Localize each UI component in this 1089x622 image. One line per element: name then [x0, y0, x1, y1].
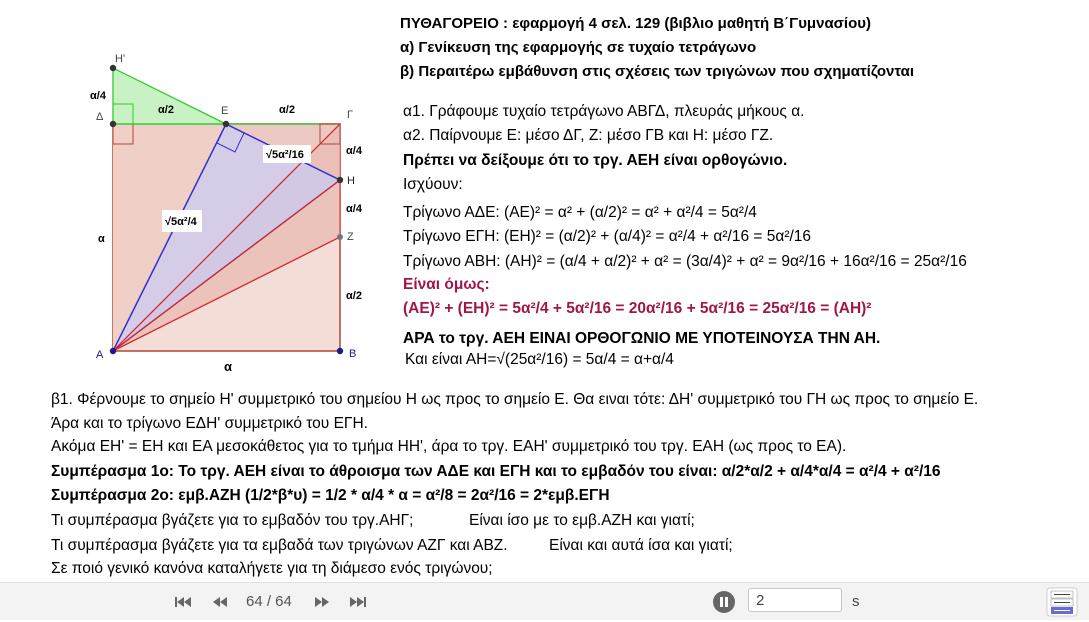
step-a1: α1. Γράφουμε τυχαίο τετράγωνο ΑΒΓΔ, πλευράς μήκους α. — [403, 103, 805, 120]
header-line-a: α) Γενίκευση της εφαρμογής σε τυχαίο τετράγωνο — [400, 39, 757, 56]
question-2-answer: Είναι και αυτά ίσα και γιατί; — [549, 537, 733, 554]
step-triangle-egh: Τρίγωνο ΕΓΗ: (ΕΗ)² = (α/2)² + (α/4)² = α²/4 + α²/16 = 5α²/16 — [403, 228, 812, 245]
measure-sqrt-eh: √5α²/16 — [266, 149, 304, 161]
step-sum: (ΑΕ)² + (ΕΗ)² = 5α²/4 + 5α²/16 = 20α²/16 + 5α²/16 = 25α²/16 = (ΑΗ)² — [403, 300, 872, 317]
animation-speed-input[interactable] — [748, 588, 842, 612]
playback-toolbar — [0, 582, 1089, 620]
label-e: Ε — [221, 105, 229, 117]
measure-a-half-right: α/2 — [279, 104, 295, 116]
point-a[interactable] — [110, 348, 116, 354]
measure-a-left: α — [98, 233, 105, 245]
label-h: Η — [347, 175, 355, 187]
step-triangle-abh: Τρίγωνο ΑΒΗ: (ΑΗ)² = (α/4 + α/2)² + α² = (3α/4)² + α² = 9α²/16 + 16α²/16 = 25α²/16 — [403, 253, 967, 270]
label-a: Α — [96, 349, 104, 361]
point-d[interactable] — [110, 121, 116, 127]
label-h-prime: Η' — [115, 53, 126, 65]
pause-icon — [712, 590, 736, 614]
previous-step-button[interactable] — [209, 592, 231, 612]
pause-button[interactable] — [712, 590, 736, 614]
fast-forward-icon — [313, 595, 331, 609]
next-step-button[interactable] — [311, 592, 333, 612]
header-line-b: β) Περαιτέρω εμβάθυνση στις σχέσεις των τριγώνων που σχηματίζονται — [400, 63, 915, 80]
rewind-icon — [211, 595, 229, 609]
last-step-button[interactable] — [347, 592, 369, 612]
measure-a-half-left: α/2 — [158, 104, 174, 116]
label-z: Ζ — [347, 231, 354, 243]
point-z[interactable] — [337, 234, 343, 240]
question-1-answer: Είναι ίσο με το εμβ.ΑΖΗ και γιατί; — [469, 512, 695, 529]
skip-last-icon — [349, 595, 367, 609]
measure-a-quarter-top: α/4 — [90, 90, 106, 102]
speed-unit: s — [852, 593, 860, 610]
point-b[interactable] — [337, 348, 343, 354]
step-hold: Ισχύουν: — [403, 176, 463, 193]
measure-a-half-right-bottom: α/2 — [346, 290, 362, 302]
step-ah: Και είναι ΑΗ=√(25α²/16) = 5α/4 = α+α/4 — [405, 351, 674, 368]
step-prove: Πρέπει να δείξουμε ότι το τργ. ΑΕΗ είναι ορθογώνιο. — [403, 152, 788, 169]
measure-a-quarter-right1: α/4 — [346, 145, 362, 157]
part-b1b: Άρα και το τρίγωνο ΕΔΗ' συμμετρικό του ΕΓΗ. — [51, 415, 368, 432]
first-step-button[interactable] — [172, 592, 194, 612]
step-triangle-ade: Τρίγωνο ΑΔΕ: (ΑΕ)² = α² + (α/2)² = α² + α²/4 = 5α²/4 — [403, 204, 757, 221]
point-h-prime[interactable] — [110, 65, 116, 71]
label-g: Γ — [347, 109, 354, 121]
step-a2: α2. Παίρνουμε Ε: μέσο ΔΓ, Ζ: μέσο ΓΒ και Η: μέσο ΓΖ. — [403, 127, 774, 144]
part-b1c: Ακόμα ΕΗ' = ΕΗ και ΕΑ μεσοκάθετος για το τμήμα ΗΗ', άρα το τργ. ΕΑΗ' συμμετρικό του τργ. ΕΑΗ (ως προς το ΕΑ). — [51, 438, 847, 455]
measure-sqrt-ae: √5α²/4 — [165, 216, 197, 228]
step-counter: 64 / 64 — [246, 593, 292, 610]
header-title: ΠΥΘΑΓΟΡΕΙΟ : εφαρμογή 4 σελ. 129 (βιβλιο μαθητή Β΄Γυμνασίου) — [400, 15, 871, 32]
question-3: Σε ποιό γενικό κανόνα καταλήγετε για τη διάμεσο ενός τριγώνου; — [51, 560, 493, 577]
point-h[interactable] — [337, 177, 343, 183]
part-b1: β1. Φέρνουμε το σημείο Η' συμμετρικό του σημείου Η ως προς το σημείο Ε. Θα ειναι τότε: ΔΗ' συμμετρικό του ΓΗ ως προς το σημείο Ε. — [51, 391, 979, 408]
step-therefore: ΑΡΑ το τργ. ΑΕΗ ΕΙΝΑΙ ΟΡΘΟΓΩΝΙΟ ΜΕ ΥΠΟΤΕΙΝΟΥΣΑ ΤΗΝ ΑΗ. — [403, 330, 881, 347]
conclusion-2: Συμπέρασμα 2ο: εμβ.ΑΖΗ (1/2*β*υ) = 1/2 * α/4 * α = α²/8 = 2α²/16 = 2*εμβ.ΕΓΗ — [51, 487, 610, 504]
measure-a-quarter-right2: α/4 — [346, 203, 362, 215]
algebra-icon — [1046, 587, 1078, 617]
question-2: Τι συμπέρασμα βγάζετε για τα εμβαδά των τριγώνων ΑΖΓ και ΑΒΖ. — [51, 537, 508, 554]
point-e[interactable] — [223, 121, 229, 127]
geometry-figure[interactable] — [0, 0, 400, 380]
question-1: Τι συμπέρασμα βγάζετε για το εμβαδόν του τργ.ΑΗΓ; — [51, 512, 414, 529]
skip-first-icon — [174, 595, 192, 609]
step-but: Είναι όμως: — [403, 276, 490, 293]
label-b: Β — [349, 348, 357, 360]
label-d: Δ — [96, 111, 104, 123]
algebra-view-button[interactable] — [1046, 587, 1078, 617]
measure-a-bottom: α — [224, 359, 232, 374]
conclusion-1: Συμπέρασμα 1ο: Το τργ. ΑΕΗ είναι το άθροισμα των ΑΔΕ και ΕΓΗ και το εμβαδόν του είναι: α/2*α/2 + α/4*α/4 = α²/4 + α²/16 — [51, 463, 941, 480]
